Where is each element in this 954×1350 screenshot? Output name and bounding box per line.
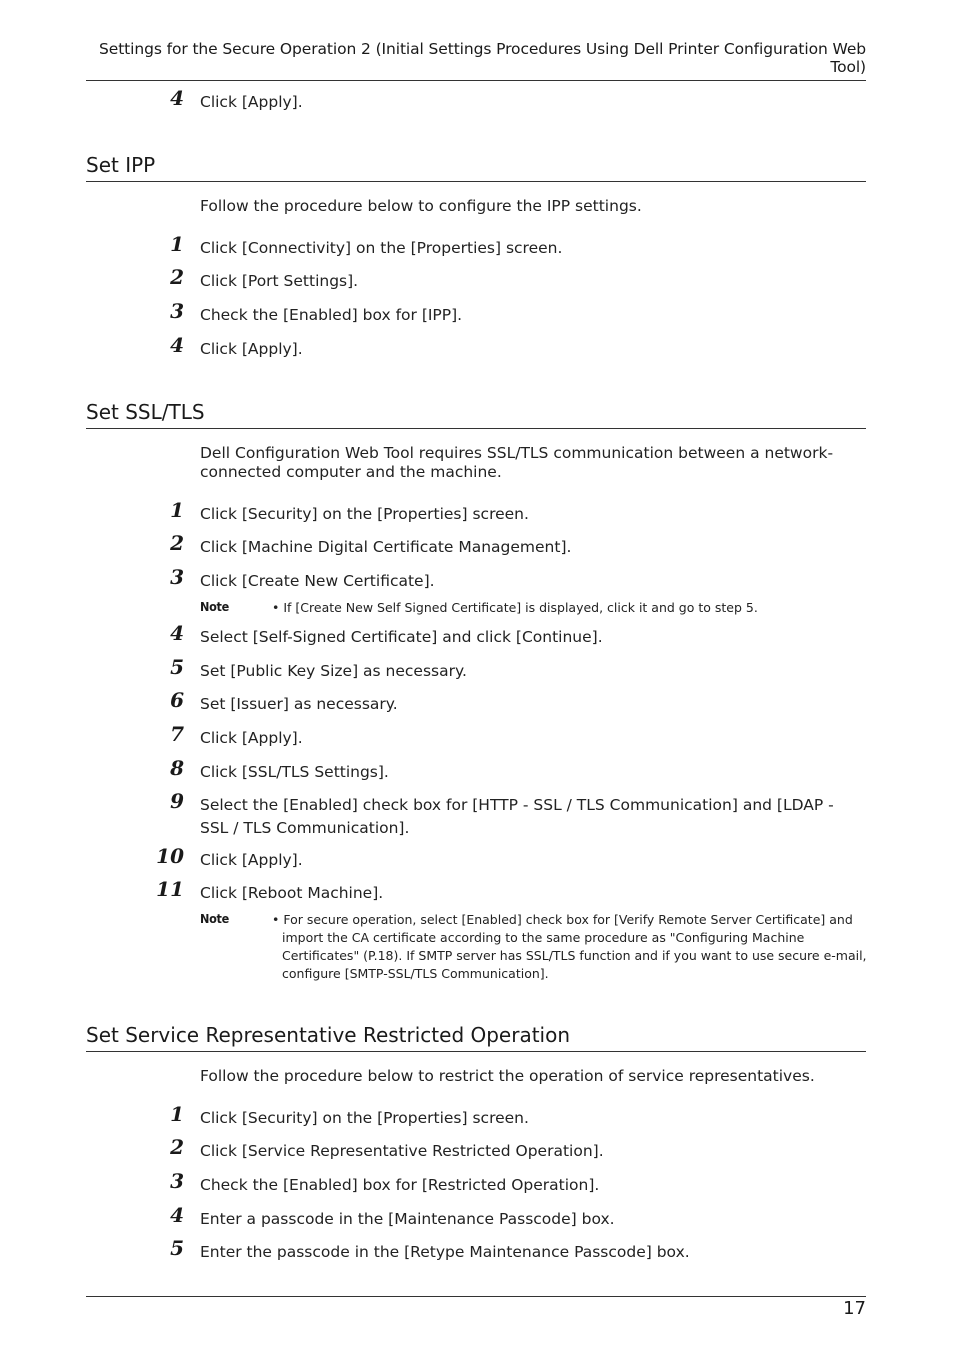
step-number: 4 xyxy=(170,621,184,645)
section-title-set-service-representative: Set Service Representative Restricted Operation xyxy=(86,1022,866,1052)
step-text: Click [Service Representative Restricted Operation]. xyxy=(200,1142,604,1160)
step-number: 8 xyxy=(170,756,184,780)
step-text: Click [SSL/TLS Settings]. xyxy=(200,763,389,781)
note-text: • If [Create New Self Signed Certificate] is displayed, click it and go to step 5. xyxy=(272,600,758,615)
step-text: Set [Public Key Size] as necessary. xyxy=(200,662,467,680)
section-title-set-ipp: Set IPP xyxy=(86,152,866,182)
step-number: 6 xyxy=(170,688,184,712)
step-text: Click [Security] on the [Properties] screen. xyxy=(200,505,529,523)
step-text: Set [Issuer] as necessary. xyxy=(200,695,398,713)
step-text: Click [Machine Digital Certificate Management]. xyxy=(200,538,572,556)
note-text: • For secure operation, select [Enabled] check box for [Verify Remote Server Certificate] and import the CA certificate according to the same procedure as "Configuring Machine Certificates" (P.18). If SMTP server has SSL/TLS function and if you want to use secure e-mail, configure [SMTP-SSL/TLS Communication]. xyxy=(272,912,867,981)
section-title-set-ssl-tls: Set SSL/TLS xyxy=(86,399,866,429)
step-text: Click [Security] on the [Properties] screen. xyxy=(200,1109,529,1127)
step-text: Enter a passcode in the [Maintenance Passcode] box. xyxy=(200,1210,615,1228)
step-number: 11 xyxy=(156,877,184,901)
step-text: Click [Port Settings]. xyxy=(200,272,359,290)
step-number: 2 xyxy=(170,265,184,289)
step-text: Click [Apply]. xyxy=(200,340,303,358)
step-text: Check the [Enabled] box for [IPP]. xyxy=(200,306,463,324)
section-intro: Dell Configuration Web Tool requires SSL/TLS communication between a network-connected computer and the machine. xyxy=(200,444,834,481)
step-number: 4 xyxy=(170,1203,184,1227)
footer-divider xyxy=(86,1296,866,1297)
step-number: 3 xyxy=(170,565,184,589)
step-number: 10 xyxy=(156,844,184,868)
step-number: 1 xyxy=(170,232,184,256)
step-number: 7 xyxy=(170,722,184,746)
step-number: 3 xyxy=(170,1169,184,1193)
step-text: Click [Connectivity] on the [Properties] screen. xyxy=(200,239,563,257)
note-label: Note xyxy=(200,911,229,926)
running-header: Settings for the Secure Operation 2 (Initial Settings Procedures Using Dell Printer Configuration Web Tool) xyxy=(86,40,866,81)
step-number: 1 xyxy=(170,498,184,522)
step-number: 5 xyxy=(170,1236,184,1260)
page-number: 17 xyxy=(843,1298,866,1319)
section-intro: Follow the procedure below to restrict the operation of service representatives. xyxy=(200,1067,815,1085)
step-number: 3 xyxy=(170,299,184,323)
step-text: Select the [Enabled] check box for [HTTP - SSL / TLS Communication] and [LDAP - SSL / TLS Communication]. xyxy=(200,796,834,837)
step-number: 4 xyxy=(170,86,184,110)
step-text: Enter the passcode in the [Retype Maintenance Passcode] box. xyxy=(200,1243,690,1261)
step-text: Click [Apply]. xyxy=(200,93,303,111)
step-text: Click [Reboot Machine]. xyxy=(200,884,384,902)
step-text: Click [Apply]. xyxy=(200,729,303,747)
step-number: 5 xyxy=(170,655,184,679)
step-text: Select [Self-Signed Certificate] and click [Continue]. xyxy=(200,628,603,646)
step-number: 2 xyxy=(170,1135,184,1159)
step-text: Click [Create New Certificate]. xyxy=(200,572,435,590)
note-label: Note xyxy=(200,599,229,614)
step-text: Click [Apply]. xyxy=(200,851,303,869)
step-number: 1 xyxy=(170,1102,184,1126)
step-number: 9 xyxy=(170,789,184,813)
step-number: 4 xyxy=(170,333,184,357)
step-text: Check the [Enabled] box for [Restricted Operation]. xyxy=(200,1176,600,1194)
step-number: 2 xyxy=(170,531,184,555)
section-intro: Follow the procedure below to configure the IPP settings. xyxy=(200,197,642,215)
